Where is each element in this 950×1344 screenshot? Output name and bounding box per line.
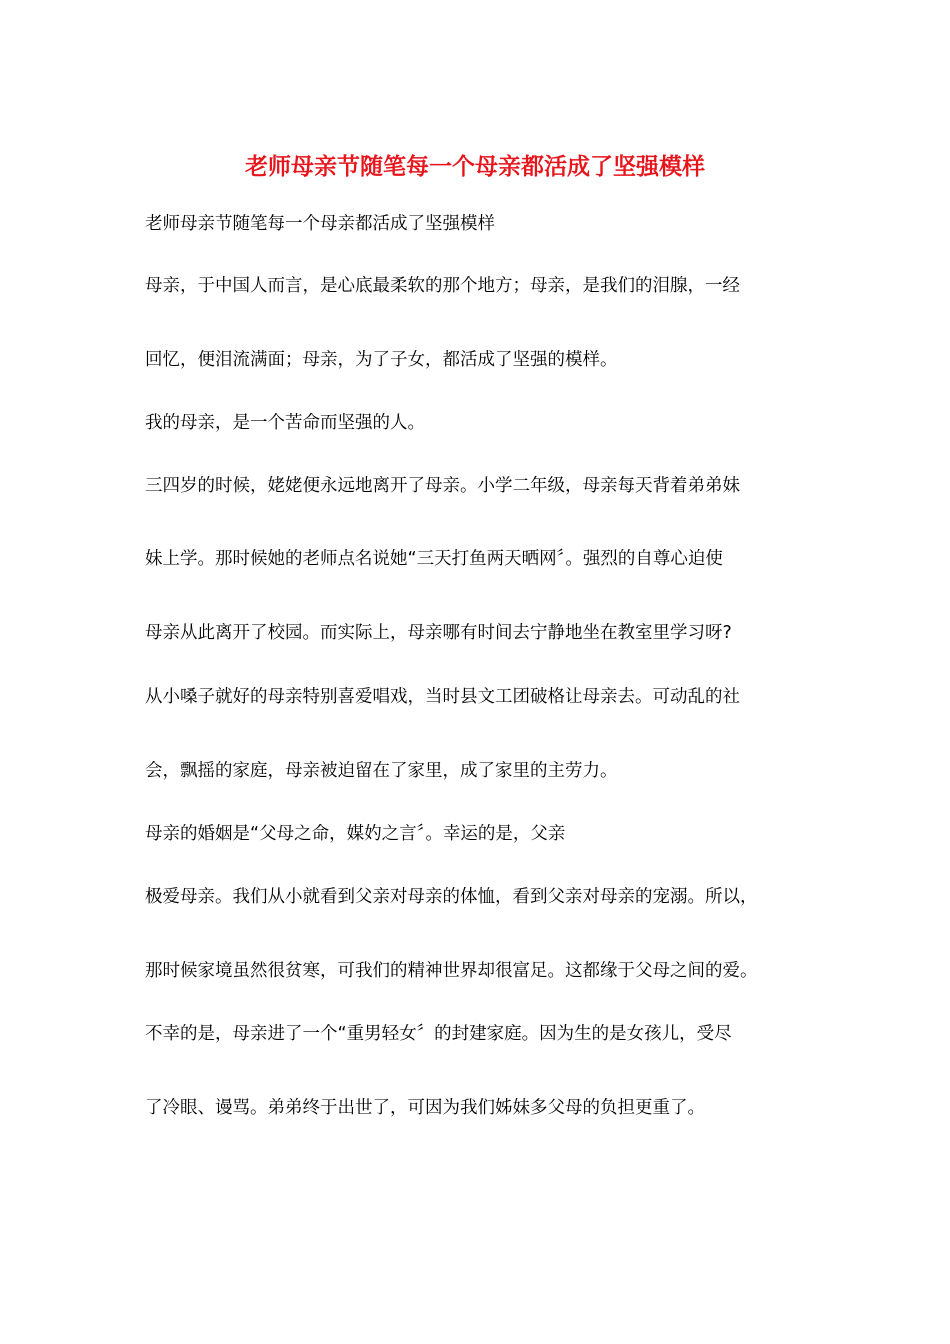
text-line: 母亲，于中国人而言，是心底最柔软的那个地方；母亲，是我们的泪腺，一经 [145, 276, 740, 296]
text-line: 会，飘摇的家庭，母亲被迫留在了家里，成了家里的主劳力。 [145, 761, 618, 781]
text-line: 从小嗓子就好的母亲特别喜爱唱戏，当时县文工团破格让母亲去。可动乱的社 [145, 687, 740, 707]
text-line: 我的母亲，是一个苦命而坚强的人。 [145, 413, 425, 433]
text-line: 极爱母亲。我们从小就看到父亲对母亲的体恤，看到父亲对母亲的宠溺。所以， [145, 887, 758, 907]
text-line: 妹上学。那时候她的老师点名说她“三天打鱼两天晒网〞。强烈的自尊心迫使 [145, 549, 723, 569]
document-title: 老师母亲节随笔每一个母亲都活成了坚强模样 [245, 153, 705, 180]
text-line: 三四岁的时候，姥姥便永远地离开了母亲。小学二年级，母亲每天背着弟弟妹 [145, 476, 740, 496]
text-line: 母亲从此离开了校园。而实际上，母亲哪有时间去宁静地坐在教室里学习呀? [145, 623, 732, 643]
text-line: 了冷眼、谩骂。弟弟终于出世了，可因为我们姊妹多父母的负担更重了。 [145, 1098, 705, 1118]
text-line: 那时候家境虽然很贫寒，可我们的精神世界却很富足。这都缘于父母之间的爱。 [145, 961, 758, 981]
text-line: 不幸的是，母亲进了一个“重男轻女〞的封建家庭。因为生的是女孩儿，受尽 [145, 1024, 732, 1044]
text-line: 母亲的婚姻是“父母之命，媒妁之言〞。幸运的是，父亲 [145, 824, 566, 844]
subtitle-line: 老师母亲节随笔每一个母亲都活成了坚强模样 [145, 214, 495, 234]
text-line: 回忆，便泪流满面；母亲，为了子女，都活成了坚强的模样。 [145, 350, 618, 370]
